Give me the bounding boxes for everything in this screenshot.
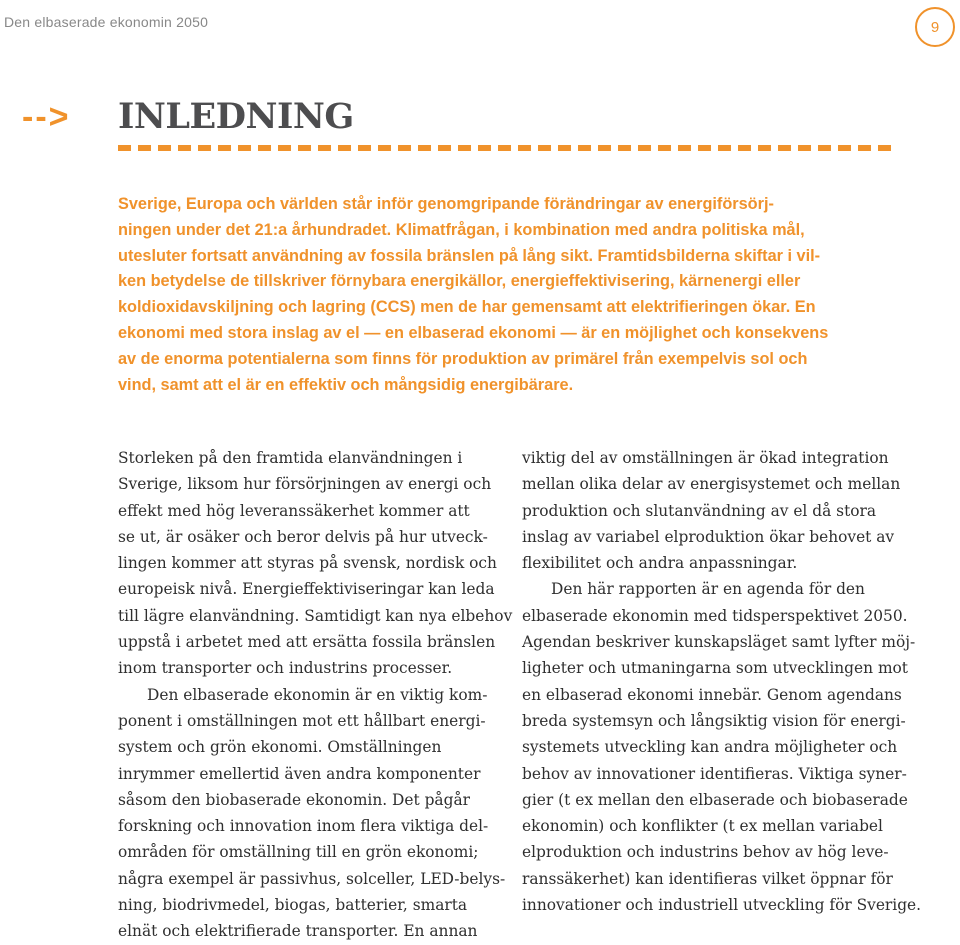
intro-line: av de enorma potentialerna som finns för produktion av primärel från exempelvis sol och (118, 349, 808, 368)
body-line: forskning och innovation inom flera viktiga del- (118, 817, 489, 836)
body-line: Agendan beskriver kunskapsläget samt lyfter möj- (522, 633, 916, 652)
body-line: flexibilitet och andra anpassningar. (522, 554, 798, 573)
intro-line: ningen under det 21:a århundradet. Klimatfrågan, i kombination med andra politiska mål, (118, 220, 805, 239)
body-column-right (522, 445, 922, 918)
body-line: ponent i omställningen mot ett hållbart energi- (118, 711, 486, 730)
body-line: uppstå i arbetet med att ersätta fossila bränslen (118, 633, 496, 652)
body-line: Storleken på den framtida elanvändningen i (118, 449, 463, 467)
body-line: elbaserade ekonomin med tidsperspektivet 2050. (522, 606, 908, 625)
arrow-icon: --> (22, 98, 71, 136)
intro-line: Sverige, Europa och världen står inför genomgripande förändringar av energiförsörj- (118, 195, 774, 213)
body-line: ning, biodrivmedel, biogas, batterier, smarta (118, 896, 468, 915)
body-line: inrymmer emellertid även andra komponenter (118, 764, 481, 783)
intro-line: ekonomi med stora inslag av el — en elbaserad ekonomi — är en möjlighet och konsekvens (118, 323, 829, 342)
intro-line: ken betydelse de tillskriver förnybara energikällor, energieffektivisering, kärnenergi eller (118, 272, 801, 291)
body-line: ekonomin) och konflikter (t ex mellan variabel (522, 817, 883, 836)
intro-line: utesluter fortsatt användning av fossila bränslen på lång sikt. Framtidsbilderna skiftar i vil- (118, 246, 821, 265)
body-line: behov av innovationer identifieras. Viktiga syner- (522, 764, 907, 783)
body-line: en elbaserad ekonomi innebär. Genom agendans (522, 685, 902, 704)
body-line: effekt med hög leveranssäkerhet kommer att (118, 501, 470, 520)
body-line: elproduktion och industrins behov av hög leve- (522, 843, 889, 862)
body-line: till lägre elanvändning. Samtidigt kan nya elbehov (118, 606, 513, 625)
body-line: mellan olika delar av energisystemet och mellan (522, 475, 901, 494)
body-line: breda systemsyn och långsiktig vision för energi- (522, 711, 906, 730)
dashed-divider (118, 145, 894, 151)
running-header: Den elbaserade ekonomin 2050 (4, 14, 209, 30)
body-line: se ut, är osäker och beror delvis på hur utveck- (118, 527, 488, 546)
body-line: inom transporter och industrins processer. (118, 659, 453, 678)
body-line: ranssäkerhet) kan identifieras vilket öppnar för (522, 869, 893, 888)
intro-paragraph (118, 192, 898, 398)
body-column-left (118, 445, 513, 945)
body-line: elnät och elektrifierade transporter. En annan (118, 922, 478, 941)
body-line: ligheter och utmaningarna som utvecklingen mot (522, 659, 908, 678)
body-line: några exempel är passivhus, solceller, LED-belys- (118, 869, 506, 888)
body-line: Sverige, liksom hur försörjningen av energi och (118, 475, 492, 494)
body-line: europeisk nivå. Energieffektiviseringar kan leda (118, 580, 495, 599)
intro-line: koldioxidavskiljning och lagring (CCS) men de har gemensamt att elektrifieringen ökar. En (118, 298, 816, 317)
body-line: innovationer och industriell utveckling för Sverige. (522, 896, 922, 915)
body-line: lingen kommer att styras på svensk, nordisk och (118, 554, 497, 573)
body-line: systemets utveckling kan andra möjligheter och (522, 738, 898, 757)
body-line: Den elbaserade ekonomin är en viktig kom- (147, 685, 488, 704)
body-line: viktig del av omställningen är ökad integration (522, 449, 889, 467)
body-line: områden för omställning till en grön ekonomi; (118, 843, 479, 862)
intro-line: vind, samt att el är en effektiv och mångsidig energibärare. (118, 375, 574, 394)
page-number-badge: 9 (915, 7, 955, 47)
body-line: såsom den biobaserade ekonomin. Det pågår (118, 790, 470, 809)
body-line: inslag av variabel elproduktion ökar behovet av (522, 527, 895, 546)
body-line: produktion och slutanvändning av el då stora (522, 501, 877, 520)
body-line: Den här rapporten är en agenda för den (551, 580, 865, 599)
body-line: system och grön ekonomi. Omställningen (118, 738, 442, 757)
section-heading: INLEDNING (118, 96, 354, 137)
body-line: gier (t ex mellan den elbaserade och biobaserade (522, 790, 908, 809)
